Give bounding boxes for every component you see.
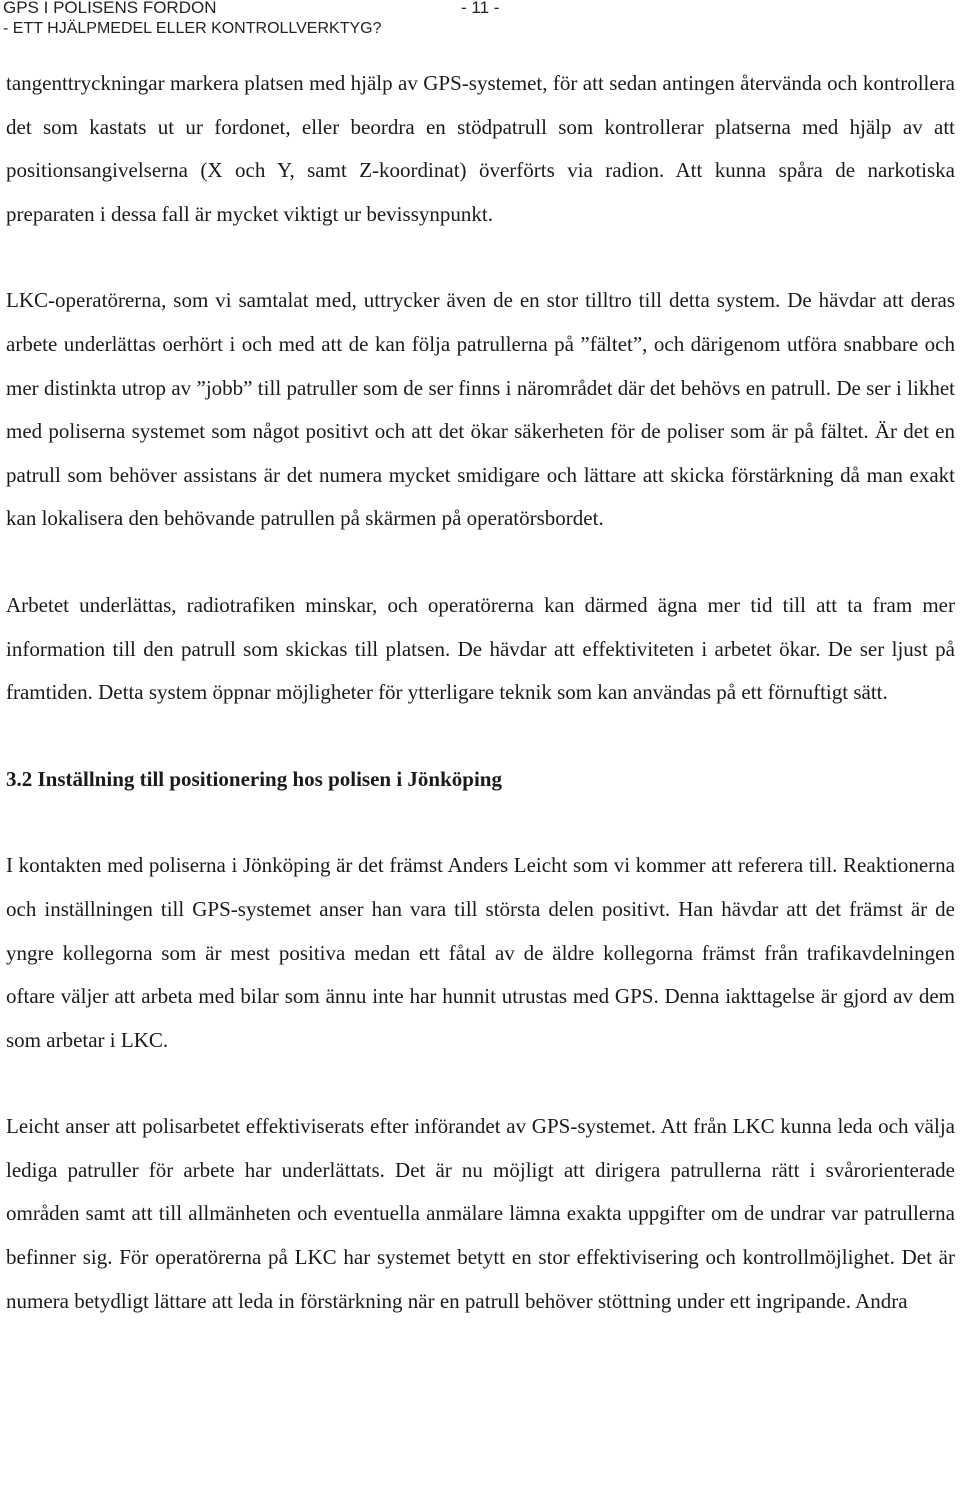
- paragraph-spacer: [6, 715, 955, 758]
- header-subtitle: - ETT HJÄLPMEDEL ELLER KONTROLLVERKTYG?: [3, 20, 382, 37]
- section-heading: 3.2 Inställning till positionering hos polisen i Jönköping: [6, 766, 502, 791]
- paragraph-lkc-operators: LKC-operatörerna, som vi samtalat med, uttrycker även de en stor tilltro till detta system. De hävdar att deras arbete underlättas oerhört i och med att de kan följa patrullerna på ”fältet”, och därigenom utföra snabbare och mer distinkta utrop av ”jobb” till patruller som de ser finns i närområdet där det behövs en patrull. De ser i likhet med poliserna systemet som något positivt och att det ökar säkerheten för de poliser som är på fältet. Är det en patrull som behöver assistans är det numera mycket smidigare och lättare att skicka förstärkning då man exakt kan lokalisera den behövande patrullen på skärmen på operatörsbordet.: [6, 288, 955, 531]
- paragraph-leicht-efficiency: Leicht anser att polisarbetet effektiviserats efter införandet av GPS-systemet. Att från LKC kunna leda och välja lediga patruller för arbete har underlättats. Det är nu möjligt att dirigera patrullerna rätt i svårorienterade områden samt att till allmänheten och eventuella anmälare lämna exakta uppgifter om de undrar var patrullerna befinner sig. För operatörerna på LKC har systemet betytt en stor effektivisering och kontrollmöjlighet. Det är numera betydligt lättare att leda in förstärkning när en patrull behöver stöttning under ett ingripande. Andra: [6, 1114, 955, 1313]
- paragraph-spacer: [6, 236, 955, 279]
- paragraph-spacer: [6, 801, 955, 844]
- paragraph-narcotics-tracking: tangenttryckningar markera platsen med hjälp av GPS-systemet, för att sedan antingen återvända och kontrollera det som kastats ut ur fordonet, eller beordra en stödpatrull som kontrollerar platserna med hjälp av att positionsangivelserna (X och Y, samt Z-koordinat) överförts via radion. Att kunna spåra de narkotiska preparaten i dessa fall är mycket viktigt ur bevissynpunkt.: [6, 71, 955, 226]
- paragraph-work-simplified: Arbetet underlättas, radiotrafiken minskar, och operatörerna kan därmed ägna mer tid till att ta fram mer information till den patrull som skickas till platsen. De hävdar att effektiviteten i arbetet ökar. De ser ljust på framtiden. Detta system öppnar möjligheter för ytterligare teknik som kan användas på ett förnuftigt sätt.: [6, 592, 955, 705]
- document-body: [6, 62, 955, 1323]
- page-header: [3, 0, 953, 40]
- paragraph-spacer: [6, 541, 955, 584]
- paragraph-spacer: [6, 1062, 955, 1105]
- header-title: GPS I POLISENS FORDON: [3, 0, 217, 17]
- paragraph-jonkoping-contact: I kontakten med poliserna i Jönköping är det främst Anders Leicht som vi kommer att referera till. Reaktionerna och inställningen till GPS-systemet anser han vara till största delen positivt. Han hävdar att det främst är de yngre kollegorna som är mest positiva medan ett fåtal av de äldre kollegorna främst från trafikavdelningen oftare väljer att arbeta med bilar som ännu inte har hunnit utrustas med GPS. Denna iakttagelse är gjord av dem som arbetar i LKC.: [6, 853, 955, 1052]
- page-number: - 11 -: [461, 0, 500, 17]
